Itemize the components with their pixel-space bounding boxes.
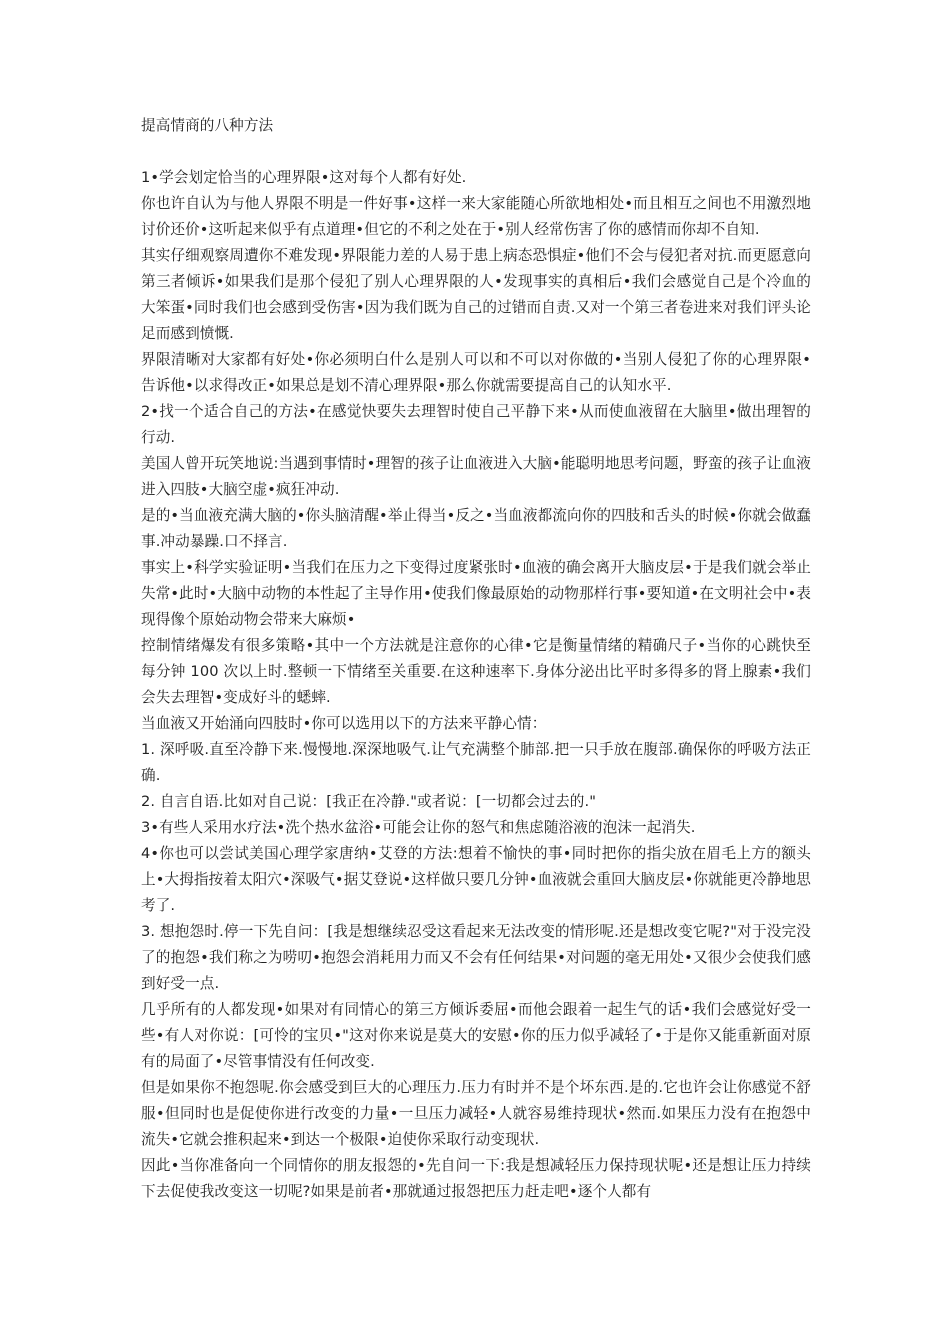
paragraph-3: 其实仔细观察周遭你不难发现•界限能力差的人易于患上病态恐惧症•他们不会与侵犯者对抗.而更愿意向第三者倾诉•如果我们是那个侵犯了别人心理界限的人•发现事实的真相后•我们会感觉自己是个冷血的大笨蛋•同时我们也会感到受伤害•因为我们既为自己的过错而自责.又对一个第三者卷进来对我们评头论足而感到愤慨. xyxy=(141,247,811,342)
paragraph-6: 美国人曾开玩笑地说:当遇到事情时•理智的孩子让血液进入大脑•能聪明地思考问题，野蛮的孩子让血液进入四肢•大脑空虚•疯狂冲动. xyxy=(141,455,811,498)
paragraph-18: 因此•当你准备向一个同情你的朋友报怨的•先自问一下:我是想减轻压力保持现状呢•还是想让压力持续下去促使我改变这一切呢?如果是前者•那就通过报怨把压力赶走吧•逐个人都有 xyxy=(141,1157,811,1200)
paragraph-11: 1. 深呼吸.直至冷静下来.慢慢地.深深地吸气.让气充满整个肺部.把一只手放在腹部.确保你的呼吸方法正确. xyxy=(141,741,811,784)
document-title: 提高情商的八种方法 xyxy=(141,117,274,134)
paragraph-13: 3•有些人采用水疗法•洗个热水盆浴•可能会让你的怒气和焦虑随浴液的泡沫一起消失. xyxy=(141,819,696,836)
paragraph-5: 2•找一个适合自己的方法•在感觉快要失去理智时使自己平静下来•从而使血液留在大脑里•做出理智的行动. xyxy=(141,403,811,446)
paragraph-8: 事实上•科学实验证明•当我们在压力之下变得过度紧张时•血液的确会离开大脑皮层•于是我们就会举止失常•此时•大脑中动物的本性起了主导作用•使我们像最原始的动物那样行事•要知道•在文明社会中•表现得像个原始动物会带来大麻烦• xyxy=(141,559,811,628)
paragraph-14: 4•你也可以尝试美国心理学家唐纳•艾登的方法:想着不愉快的事•同时把你的指尖放在眉毛上方的额头上•大拇指按着太阳穴•深吸气•据艾登说•这样做只要几分钟•血液就会重回大脑皮层•你就能更冷静地思考了. xyxy=(141,845,811,914)
paragraph-7: 是的•当血液充满大脑的•你头脑清醒•举止得当•反之•当血液都流向你的四肢和舌头的时候•你就会做蠢事.冲动暴躁.口不择言. xyxy=(141,507,811,550)
paragraph-10: 当血液又开始涌向四肢时•你可以选用以下的方法来平静心情： xyxy=(141,715,547,732)
paragraph-15: 3. 想抱怨时.停一下先自问：[我是想继续忍受这看起来无法改变的情形呢.还是想改变它呢?"对于没完没了的抱怨•我们称之为唠叨•抱怨会消耗用力而又不会有任何结果•对问题的毫无用处•又很少会使我们感到好受一点. xyxy=(141,923,811,992)
document-body xyxy=(141,113,811,1205)
paragraph-4: 界限清晰对大家都有好处•你必须明白什么是别人可以和不可以对你做的•当别人侵犯了你的心理界限•告诉他•以求得改正•如果总是划不清心理界限•那么你就需要提高自己的认知水平. xyxy=(141,351,811,394)
paragraph-9: 控制情绪爆发有很多策略•其中一个方法就是注意你的心律•它是衡量情绪的精确尺子•当你的心跳快至每分钟 100 次以上时.整顿一下情绪至关重要.在这种速率下.身体分泌出比平时多得多的肾上腺素•我们会失去理智•变成好斗的蟋蟀. xyxy=(141,637,811,706)
paragraph-1: 1•学会划定恰当的心理界限•这对每个人都有好处. xyxy=(141,169,467,186)
paragraph-12: 2. 自言自语.比如对自己说：[我正在冷静."或者说：[一切都会过去的." xyxy=(141,793,597,810)
paragraph-16: 几乎所有的人都发现•如果对有同情心的第三方倾诉委屈•而他会跟着一起生气的话•我们会感觉好受一些•有人对你说：[可怜的宝贝•"这对你来说是莫大的安慰•你的压力似乎减轻了•于是你又能重新面对原有的局面了•尽管事情没有任何改变. xyxy=(141,1001,811,1070)
paragraph-2: 你也许自认为与他人界限不明是一件好事•这样一来大家能随心所欲地相处•而且相互之间也不用激烈地讨价还价•这听起来似乎有点道理•但它的不利之处在于•别人经常伤害了你的感情而你却不自知. xyxy=(141,195,811,238)
paragraph-17: 但是如果你不抱怨呢.你会感受到巨大的心理压力.压力有时并不是个坏东西.是的.它也许会让你感觉不舒服•但同时也是促使你进行改变的力量•一旦压力减轻•人就容易维持现状•然而.如果压力没有在抱怨中流失•它就会推积起来•到达一个极限•迫使你采取行动变现状. xyxy=(141,1079,811,1148)
